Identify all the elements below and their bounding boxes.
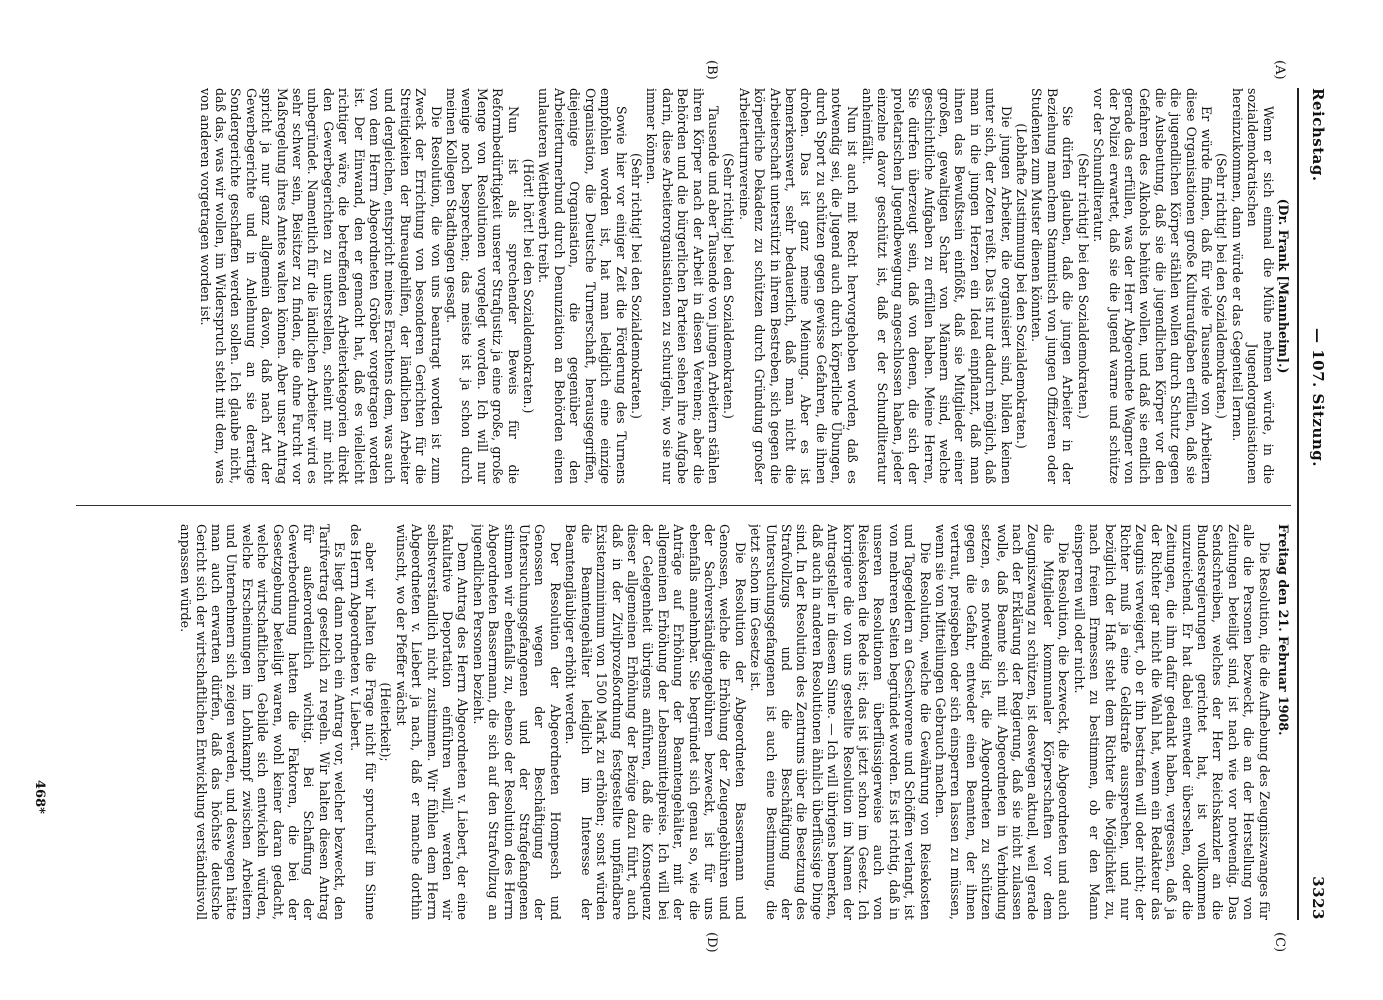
right-column bbox=[71, 524, 1291, 920]
paragraph: Die Resolution, die bezweckt, die Abgeordneten und auch die Mitglieder kommunaler Körperschaften vor dem Zeugniszwang zu schützen, ist deswegen aktuell, weil gerade nach der Erklärung der Regierung, daß sie nicht zulassen wolle, daß Beamte sich mit Abgeordneten in Verbindung setzen, es notwendig ist, die Abgeordneten zu schützen gegen die Gefahr, entweder einen Beamten, der ihnen vertraut, preisgeben oder sich einsperren lassen zu müssen, wenn sie von Mitteilungen Gebrauch machen. bbox=[933, 524, 1072, 920]
interjection: (Sehr richtig! bei den Sozialdemokraten.) bbox=[1075, 153, 1091, 419]
paragraph: Sie dürfen glauben, daß die jungen Arbeiter in der Beziehung manchem Stammtisch von jungen Offizieren oder Studenten zum Muster dienen könnten. bbox=[1029, 88, 1076, 484]
paragraph: Die Resolution, die die Aufhebung des Zeugniszwanges für alle die Personen bezweckt, die an der Herstellung von Zeitungen beteiligt sind, ist nach wie vor notwendig. Das Sendschreiben, welches der Herr Reichskanzler an die Bundesregierungen gerichtet hat, ist vollkommen unzureichend. Er hat dabei entweder übersehen, oder die Zeitungen, die ihm dafür gedankt haben, vergessen, daß ja der Richter gar nicht die Wahl hat, wenn ein Redakteur das Zeugnis verweigert, ob er ihn bestrafen will oder nicht; der Richter muß ja eine Geldstrafe aussprechen, und nur bezüglich der Haft steht dem Richter die Möglichkeit zu, nach freiem Ermessen zu bestimmen, ob er den Mann einsperren will oder nicht. bbox=[1071, 524, 1272, 920]
header-page-number: 3323 bbox=[1309, 876, 1327, 920]
header-title: Reichstag. bbox=[1309, 88, 1327, 182]
date-line: Freitag den 21. Februar 1908. bbox=[1276, 524, 1291, 736]
header-rule bbox=[1297, 88, 1299, 920]
margin-mark-d: (D) bbox=[704, 932, 719, 953]
paragraph: aber wir halten die Frage nicht für spruchreif im Sinne des Herrn Abgeordneten v. Liebert. bbox=[347, 524, 379, 920]
paragraph: Nun ist als sprechender Beweis für die Reformbedürftigkeit unserer Strafjustiz ja eine große, große Menge von Resolutionen vorgelegt worden. Ich will nur wenige noch besprechen; das meiste ist ja schon durch meinen Kollegen Stadthagen gesagt. bbox=[444, 88, 521, 484]
margin-mark-a: (A) bbox=[1272, 60, 1287, 80]
paragraph: Nun ist auch mit Recht hervorgehoben worden, daß es notwendig sei, die Jugend auch durch körperliche Übungen, durch Sport zu schützen gegen gewisse Gefahren, die ihnen drohen. Das ist ganz meine Meinung. Aber es ist bemerkenswert, sehr bedauerlich, daß man nicht die Arbeiterschaft unterstützt in ihrem Bestreben, sich gegen die körperliche Dekadenz zu schützen durch Gründung großer Arbeiterturnvereine. bbox=[736, 88, 860, 484]
running-header bbox=[1303, 88, 1327, 920]
paragraph: Tausende und aber Tausende von jungen Arbeitern stählen ihren Körper nach der Arbeit in diesen Vereinen; aber die Behörden und die bürgerlichen Parteien sehen ihre Aufgabe darin, diese Arbeiterorganisationen zu schurigeln, wo sie nur immer können. bbox=[644, 88, 721, 484]
paragraph: Sowie hier vor einiger Zeit die Förderung des Turnens empfohlen worden ist, hat man lediglich eine einzige Organisation, die Deutsche Turnerschaft, herausgegriffen, diejenige Organisation, die gegenüber den Arbeiterturnerbund durch Denunziation an Behörden einen unlauteren Wettbewerb treibt. bbox=[536, 88, 629, 484]
column-divider bbox=[76, 505, 1291, 506]
interjection: (Lebhafte Zustimmung bei den Sozialdemokraten.) bbox=[1014, 123, 1030, 449]
margin-mark-b: (B) bbox=[704, 60, 719, 80]
paragraph: Wenn er sich einmal die Mühe nehmen würde, in die sozialdemokratischen Jugendorganisationen hereinzukommen, dann würde er das Gegenteil lernen. bbox=[1229, 88, 1276, 484]
interjection: (Sehr richtig! bei den Sozialdemokraten.) bbox=[628, 153, 644, 419]
paragraph: Der Resolution der Abgeordneten Hompesch und Genossen wegen der Beschäftigung der Untersuchungsgefangenen und der Strafgefangenen stimmen wir ebenfalls zu, ebenso der Resolution des Herrn Abgeordneten Bassermann, die sich auf den Strafvollzug an jugendlichen Personen bezieht. bbox=[470, 524, 563, 920]
paragraph: Die Resolution, die von uns beantragt worden ist zum Zweck der Errichtung von besonderen Gerichten für die Streitigkeiten der Bureaugehilfen, der ländlichen Arbeiter und dergleichen, entspricht meines Erachtens dem, was auch von dem Herrn Abgeordneten Gröber vorgetragen worden ist. Der Einwand, den er gemacht hat, daß es vielleicht richtiger wäre, die betreffenden Arbeiterkategorien direkt den Gewerbegerichten zu unterstellen, scheint mir nicht unbegründet. Namentlich für die ländlichen Arbeiter wird es sehr schwer sein, Beisitzer zu finden, die ohne Furcht vor Maßregelung ihres Amtes walten können. Aber unser Antrag spricht ja nur ganz allgemein davon, daß nach Art der Gewerbegerichte und in Anlehnung an sie derartige Sondergerichte geschaffen werden sollen. Ich glaube nicht, daß das, was wir wollen, im Widerspruch steht mit dem, was von anderen vorgetragen worden ist. bbox=[197, 88, 444, 484]
paragraph: Er würde finden, daß für viele Tausende von Arbeitern diese Organisationen große Kulturaufgaben erfüllen, daß sie die jugendlichen Körper stählen wollen durch Schutz gegen die Ausbeutung, daß sie die jugendlichen Körper vor den Gefahren des Alkohols behüten wollen, und daß sie endlich gerade das erfüllen, was der Herr Abgeordnete Wagner von der Polizei erwartet, daß sie die Jugend warne und schütze vor der Schundliteratur. bbox=[1091, 88, 1214, 484]
paragraph: Es liegt dann noch ein Antrag vor, welcher bezweckt, den Tarifvertrag gesetzlich zu regeln. Wir halten diesen Antrag für außerordentlich wichtig. Bei Schaffung der Gewerbeordnung hatten die Faktoren, die bei der Gesetzgebung beteiligt waren, wohl keiner daran gedacht, welche wirtschaftlichen Gebilde sich entwickeln würden, welche Erscheinungen im Lohnkampf zwischen Arbeitern und Unternehmern sich zeigen werden, und deswegen hätte man auch erwarten dürfen, daß das höchste deutsche Gericht sich der wirtschaftlichen Entwicklung verständnisvoll anpassen würde. bbox=[178, 524, 348, 920]
paragraph: Die jungen Arbeiter, die organisiert sind, bilden keinen unter sich, der Zoten reißt. Das ist nur dadurch möglich, daß man in die jungen Herzen ein Ideal einpflanzt, daß man ihnen das Bewußtsein einflößt, daß sie Mitglieder einer großen, gewaltigen Schar von Männern sind, welche geschichtliche Aufgaben zu erfüllen haben. Meine Herren, Sie dürfen überzeugt sein, daß von denen, die sich der proletarischen Jugendbewegung angeschlossen haben, jeder einzelne davor geschützt ist, daß er der Schundliteratur anheimfällt. bbox=[860, 88, 1014, 484]
interjection: (Heiterkeit); bbox=[378, 682, 394, 762]
interjection: (Hört! hört! bei den Sozialdemokraten.) bbox=[521, 158, 537, 414]
interjection: (Sehr richtig! bei den Sozialdemokraten.) bbox=[1214, 153, 1230, 419]
paragraph: Die Resolution, welche die Gewährung von Reisekosten und Tagegeldern an Geschworene und Schöffen verlangt, ist von mehreren Seiten begründet worden. Es ist richtig, daß in unseren Resolutionen überflüssigerweise auch von Reisekosten die Rede ist; das ist jetzt schon im Gesetz. Ich korrigiere die von uns gestellte Resolution im Namen der Antragsteller in diesem Sinne. — Ich will übrigens bemerken, daß auch in anderen Resolutionen ähnlich überflüssige Dinge sind. In der Resolution des Zentrums über die Besetzung des Strafvollzugs und die Beschäftigung der Untersuchungsgefangenen ist auch eine Bestimmung, die jetzt schon im Gesetze ist. bbox=[748, 524, 933, 920]
paragraph: Dem Antrag des Herrn Abgeordneten v. Liebert, der eine fakultative Deportation einführen will, werden wir selbstverständlich nicht zustimmen. Wir fühlen dem Herrn Abgeordneten v. Liebert ja nach, daß er manche dorthin wünscht, wo der Pfeffer wächst bbox=[393, 524, 471, 920]
page-footer-signature: 468* bbox=[32, 780, 47, 814]
margin-mark-c: (C) bbox=[1272, 932, 1287, 953]
paragraph: Die Resolution der Abgeordneten Bassermann und Genossen, welche die Erhöhung der Zeugengebühren und der Sachverständigengebühren bezweckt, ist für uns ebenfalls annehmbar. Sie begründet sich genau so, wie die Anträge auf Erhöhung der Beamtengehälter, mit der allgemeinen Erhöhung der Lebensmittelpreise. Ich will bei der Gelegenheit übrigens anführen, daß die Konsequenz dieser allgemeinen Erhöhung der Bezüge dazu führt, auch daß in der Zivilprozeßordnung festgestellte unpfändbare Existenzminimum von 1500 Mark zu erhöhen; sonst würden die Beamtengehälter lediglich im Interesse der Beamtengläubiger erhöht werden. bbox=[563, 524, 748, 920]
interjection: (Sehr richtig! bei den Sozialdemokraten.) bbox=[721, 153, 737, 419]
left-column bbox=[71, 88, 1291, 484]
header-session: — 107. Sitzung. bbox=[1309, 328, 1327, 467]
speaker-line: (Dr. Frank [Mannheim].) bbox=[1276, 198, 1291, 374]
